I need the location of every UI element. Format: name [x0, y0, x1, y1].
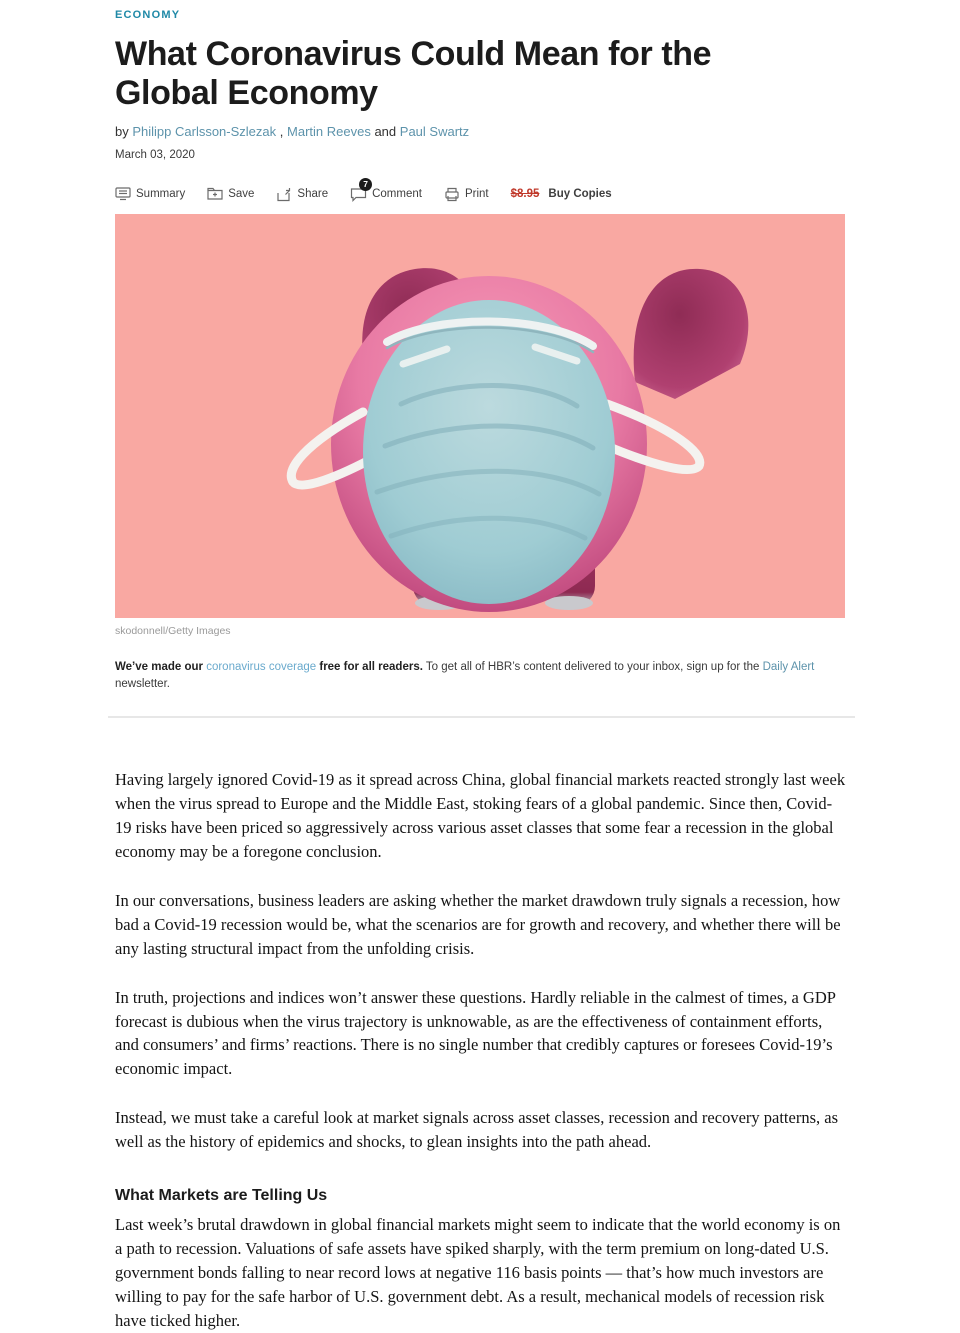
buy-copies-label: Buy Copies	[548, 188, 612, 200]
publish-date: March 03, 2020	[115, 148, 195, 161]
daily-alert-link[interactable]: Daily Alert	[762, 660, 815, 673]
paragraph: Instead, we must take a careful look at market signals across asset classes, recession and recovery patterns, as well as the history of epidemics and shocks, to glean insights into the path ahead.	[115, 1108, 838, 1152]
byline-and: and	[374, 123, 397, 139]
author-link-2[interactable]: Martin Reeves	[287, 123, 371, 139]
author-link-3[interactable]: Paul Swartz	[399, 123, 470, 139]
notice-bold-2: free for all readers.	[319, 660, 423, 673]
share-icon	[276, 187, 292, 202]
save-icon	[207, 187, 223, 201]
summary-button[interactable]	[115, 187, 185, 201]
comment-label: Comment	[372, 188, 422, 200]
category-link[interactable]: ECONOMY	[115, 9, 181, 21]
image-credit: skodonnell/Getty Images	[115, 624, 231, 637]
coronavirus-coverage-link[interactable]: coronavirus coverage	[206, 660, 317, 673]
notice-text-1: To get all of HBR’s content delivered to your inbox, sign up for the	[425, 660, 760, 673]
buy-copies-button[interactable]	[511, 188, 612, 200]
notice-bold-1: We’ve made our	[115, 660, 203, 673]
article-page	[115, 0, 848, 1333]
section-divider	[108, 716, 855, 718]
summary-label: Summary	[136, 188, 186, 200]
share-label: Share	[297, 188, 329, 200]
print-button[interactable]	[444, 187, 489, 202]
summary-icon	[115, 187, 131, 201]
price-label: $8.95	[510, 188, 540, 200]
paragraph: Last week’s brutal drawdown in global financial markets might seem to indicate that the world economy is on a path to recession. Valuations of safe assets have spiked sharply, with the term premium on long-dated U.S. government bonds falling to near record lows at negative 116 basis points — that’s how much investors are willing to pay for the safe harbor of U.S. government debt. As a result, mechanical models of recession risk have ticked higher.	[115, 1215, 841, 1330]
article-toolbar	[115, 179, 848, 202]
article-body	[115, 768, 848, 1333]
paragraph: In our conversations, business leaders are asking whether the market drawdown truly signals a recession, how bad a Covid-19 recession would be, what the scenarios are for growth and recovery, and whether there will be any lasting structural impact from the unfolding crisis.	[115, 890, 841, 958]
save-button[interactable]	[207, 187, 254, 201]
print-label: Print	[464, 188, 489, 200]
paragraph: Having largely ignored Covid-19 as it spread across China, global financial markets reacted strongly last week when the virus spread to Europe and the Middle East, stoking fears of a global pandemic. Since then, Covid-19 risks have been priced so aggressively across various asset classes that some fear a recession in the global economy may be a foregone conclusion.	[115, 770, 846, 861]
free-coverage-notice	[115, 659, 848, 695]
comment-button[interactable]	[350, 179, 422, 202]
byline-prefix: by	[115, 123, 129, 139]
save-label: Save	[228, 188, 255, 200]
page-title: What Coronavirus Could Mean for the Global Economy	[115, 35, 712, 112]
hero-image	[115, 214, 845, 618]
print-icon	[444, 187, 460, 202]
byline-separator: ,	[279, 123, 284, 139]
share-button[interactable]	[276, 187, 328, 202]
byline	[115, 124, 848, 139]
piggy-bank-mask-illustration	[115, 214, 845, 618]
comment-count-badge: 7	[359, 178, 372, 191]
paragraph: In truth, projections and indices won’t answer these questions. Hardly reliable in the calmest of times, a GDP forecast is dubious when the virus trajectory is unknowable, as are the effectiveness of containment efforts, and consumers’ and firms’ reactions. There is no single number that credibly captures or foresees Covid-19’s economic impact.	[115, 987, 836, 1079]
author-link-1[interactable]: Philipp Carlsson-Szlezak	[132, 123, 277, 139]
section-heading: What Markets are Telling Us	[115, 1187, 328, 1205]
notice-text-2: newsletter.	[115, 678, 170, 691]
